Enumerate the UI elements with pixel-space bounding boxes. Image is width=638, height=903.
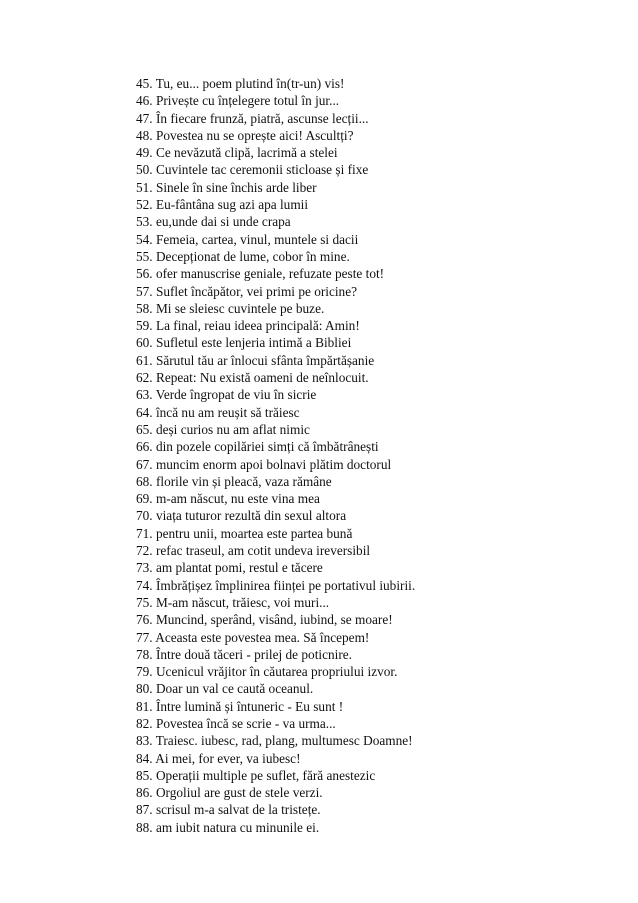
list-item: 46. Privește cu înțelegere totul în jur... <box>136 93 340 109</box>
list-item: 60. Sufletul este lenjeria intimă a Bibliei <box>136 335 352 351</box>
list-item: 69. m-am născut, nu este vina mea <box>136 491 320 507</box>
list-item: 55. Decepționat de lume, cobor în mine. <box>136 248 350 264</box>
list-item: 67. muncim enorm apoi bolnavi plătim doctorul <box>136 456 392 472</box>
list-item: 48. Povestea nu se oprește aici! Ascultți? <box>136 127 354 143</box>
list-item: 88. am iubit natura cu minunile ei. <box>136 819 320 835</box>
list-item: 70. viața tuturor rezultă din sexul altora <box>136 508 347 524</box>
list-item: 56. ofer manuscrise geniale, refuzate peste tot! <box>136 266 385 282</box>
list-item: 85. Operații multiple pe suflet, fără anestezic <box>136 767 376 783</box>
list-item: 65. deși curios nu am aflat nimic <box>136 421 310 437</box>
list-item: 63. Verde îngropat de viu în sicrie <box>136 387 317 403</box>
list-item: 82. Povestea încă se scrie - va urma... <box>136 715 336 731</box>
list-item: 83. Traiesc. iubesc, rad, plang, multumesc Doamne! <box>136 733 413 749</box>
list-item: 54. Femeia, cartea, vinul, muntele si dacii <box>136 231 359 247</box>
list-item: 71. pentru unii, moartea este partea bună <box>136 525 353 541</box>
list-item: 50. Cuvintele tac ceremonii sticloase și fixe <box>136 162 369 178</box>
list-item: 72. refac traseul, am cotit undeva ireversibil <box>136 543 371 559</box>
list-item: 51. Sinele în sine închis arde liber <box>136 179 317 195</box>
list-item: 57. Suflet încăpător, vei primi pe oricine? <box>136 283 358 299</box>
list-item: 80. Doar un val ce caută oceanul. <box>136 681 314 697</box>
list-item: 62. Repeat: Nu există oameni de neînlocuit. <box>136 370 369 386</box>
list-item: 47. În fiecare frunză, piatră, ascunse lecții... <box>136 110 369 126</box>
list-item: 73. am plantat pomi, restul e tăcere <box>136 560 323 576</box>
list-item: 75. M-am născut, trăiesc, voi muri... <box>136 594 330 610</box>
list-item: 61. Sărutul tău ar înlocui sfânta împărtășanie <box>136 352 375 368</box>
list-item: 53. eu,unde dai si unde crapa <box>136 214 291 230</box>
list-item: 64. încă nu am reușit să trăiesc <box>136 404 300 420</box>
list-item: 78. Între două tăceri - prilej de poticnire. <box>136 646 352 662</box>
list-item: 84. Ai mei, for ever, va iubesc! <box>136 750 301 766</box>
list-item: 68. florile vin și pleacă, vaza rămâne <box>136 473 332 489</box>
list-item: 66. din pozele copilăriei simți că îmbătrânești <box>136 439 379 455</box>
list-item: 74. Îmbrățișez împlinirea ființei pe portativul iubirii. <box>136 577 416 593</box>
list-item: 81. Între lumină și întuneric - Eu sunt ! <box>136 698 344 714</box>
list-item: 77. Aceasta este povestea mea. Să începem! <box>136 629 370 645</box>
list-item: 76. Muncind, sperând, visând, iubind, se moare! <box>136 612 393 628</box>
list-item: 79. Ucenicul vrăjitor în căutarea propriului izvor. <box>136 664 398 680</box>
list-item: 86. Orgoliul are gust de stele verzi. <box>136 785 323 801</box>
list-item: 45. Tu, eu... poem plutind în(tr-un) vis! <box>136 76 345 91</box>
list-item: 58. Mi se sleiesc cuvintele pe buze. <box>136 300 325 316</box>
numbered-line-list <box>136 75 415 836</box>
list-item: 87. scrisul m-a salvat de la tristețe. <box>136 802 321 818</box>
list-item: 59. La final, reiau ideea principală: Amin! <box>136 318 360 334</box>
list-item: 52. Eu-fântâna sug azi apa lumii <box>136 197 309 213</box>
list-item: 49. Ce nevăzută clipă, lacrimă a stelei <box>136 145 338 161</box>
